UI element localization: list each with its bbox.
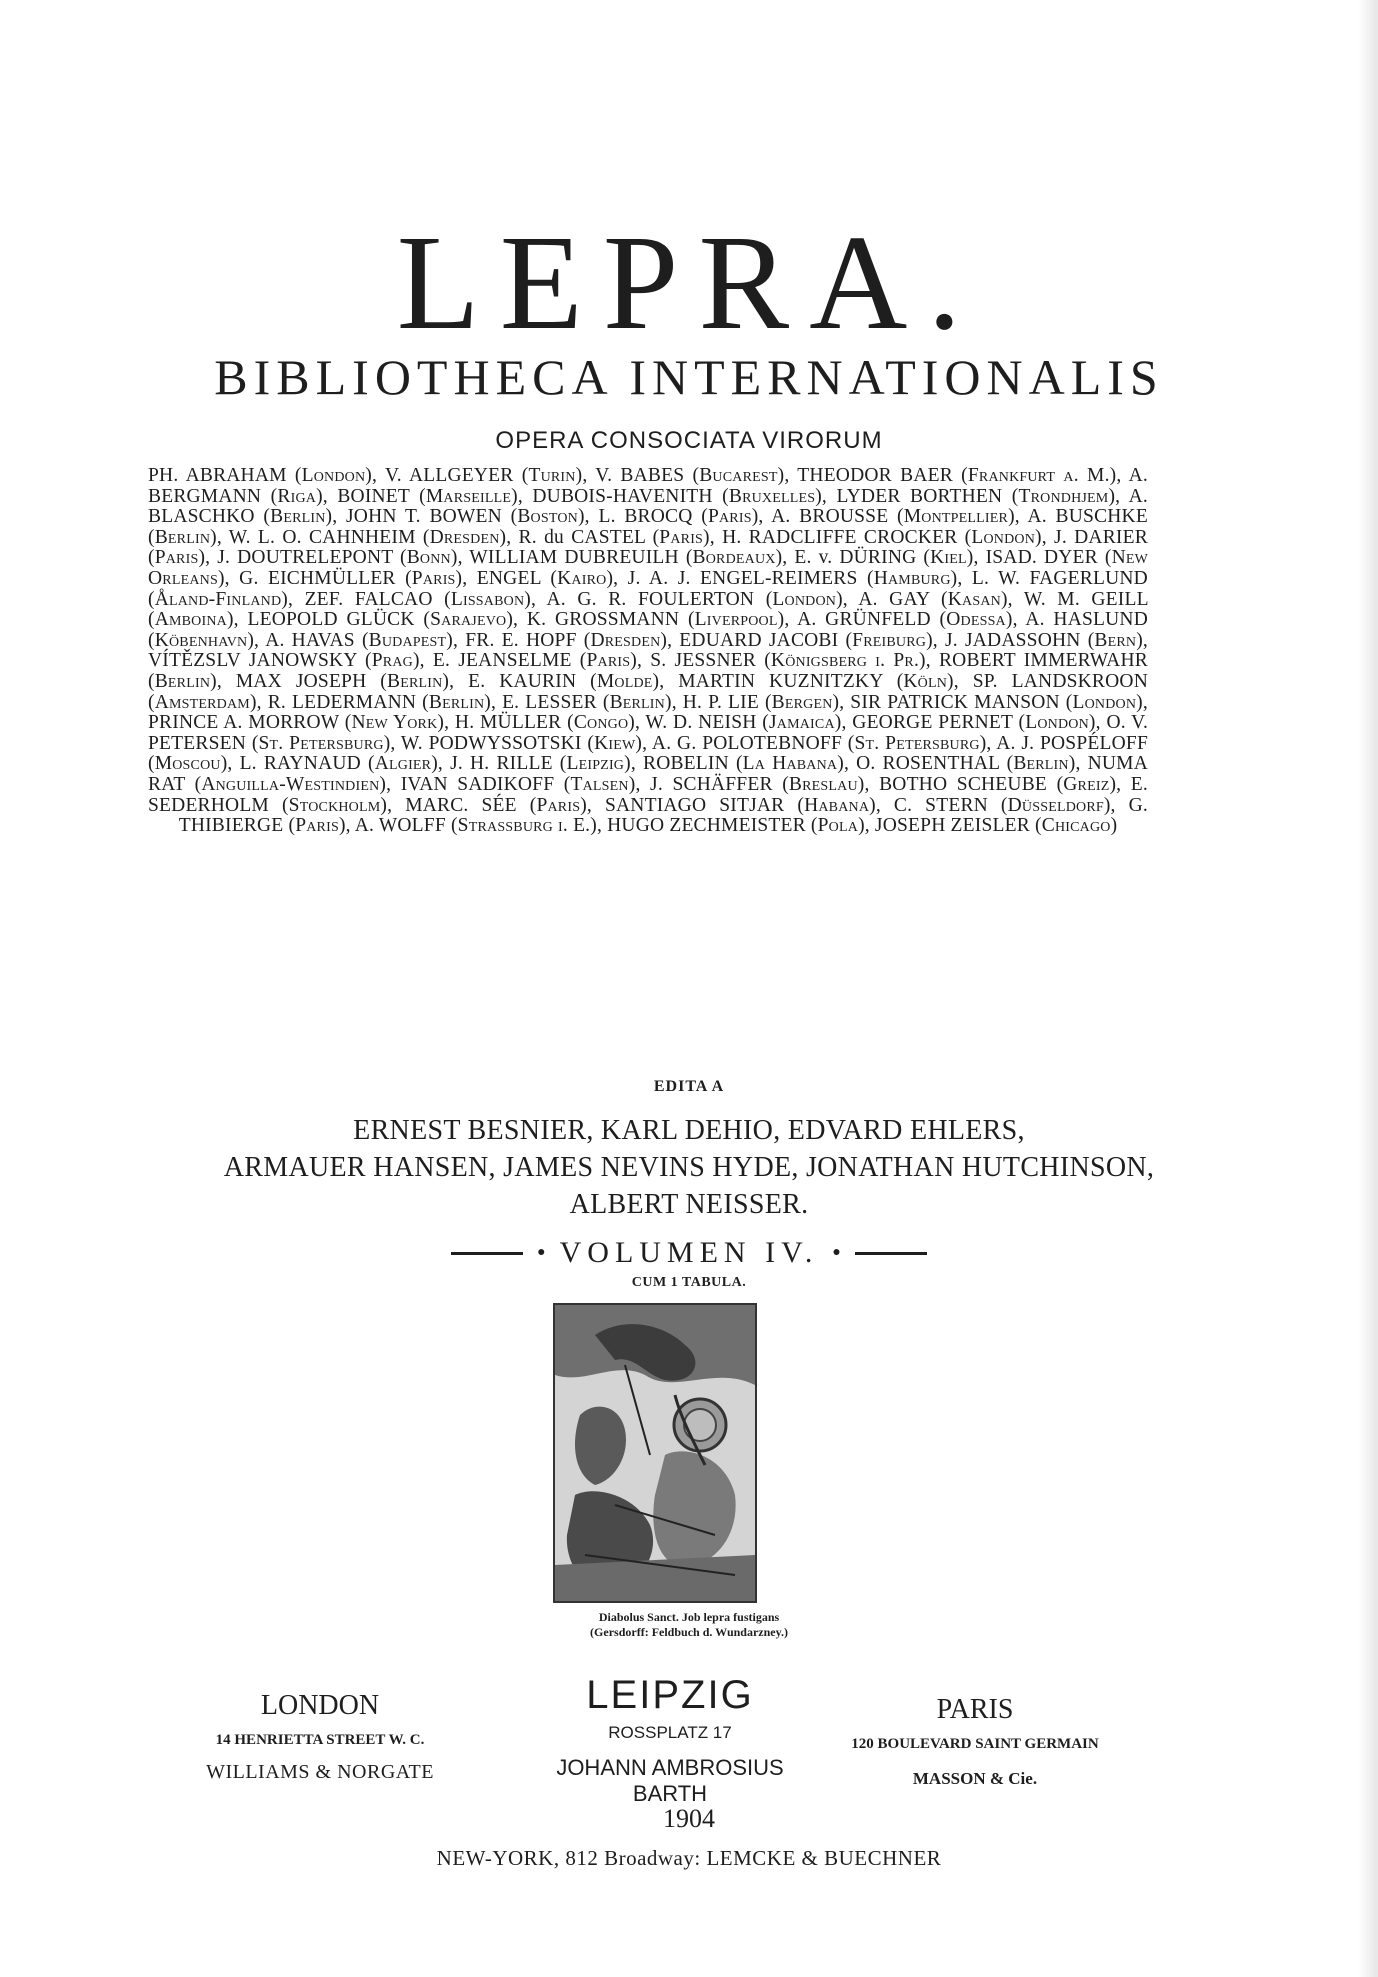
contributor-place: London [301, 465, 366, 486]
contributor-name: R. du CASTEL [518, 526, 646, 548]
contributor-place: Trondhjem [1018, 485, 1109, 507]
contributor-entry: V. ALLGEYER (Turin), [384, 465, 596, 486]
contributor-entry: A. HASLUND (Köbenhavn), [148, 609, 1148, 651]
contributor-place: Åland-Finland [154, 588, 282, 610]
contributor-name: E. KAURIN [468, 670, 577, 692]
contributor-entry: G. THIBIERGE (Paris), [178, 794, 1148, 837]
contributor-name: J. DOUTRELEPONT [217, 547, 393, 569]
contributor-name: A. G. R. FOULERTON [546, 588, 755, 610]
contributor-name: VÍTĚZSLV JANOWSKY [148, 650, 357, 672]
contributor-name: J. DARIER [1054, 526, 1148, 548]
contributor-entry: O. ROSENTHAL (Berlin), [856, 753, 1088, 775]
contributor-place: New York [351, 712, 438, 734]
contributor-place: Odessa [946, 609, 1006, 631]
contributor-name: W. L. O. CAHNHEIM [228, 526, 416, 548]
contributor-name: L. BROCQ [598, 506, 693, 528]
contributor-name: C. STERN [893, 794, 988, 816]
contributor-name: O. V. PETERSEN [148, 712, 1149, 754]
contributor-entry: G. EICHMÜLLER (Paris), [239, 567, 477, 589]
contributor-name: H. RADCLIFFE CROCKER [722, 526, 958, 548]
contributor-place: Prag [371, 650, 413, 672]
editors-line: ARMAUER HANSEN, JAMES NEVINS HYDE, JONATHAN HUTCHINSON, [223, 1152, 1155, 1183]
contributor-entry: ROBELIN (La Habana), [642, 753, 857, 775]
contributor-name: L. RAYNAUD [239, 753, 361, 775]
contributor-entry: J. DARIER (Paris), [148, 526, 1148, 569]
contributor-place: Liverpool [694, 609, 778, 631]
contributor-name: PH. ABRAHAM [148, 465, 287, 486]
address: 14 HENRIETTA STREET W. C. [215, 1732, 425, 1748]
contributor-place: Köbenhavn [154, 629, 248, 651]
publisher: WILLIAMS & NORGATE [206, 1761, 434, 1783]
contributor-entry: LEOPOLD GLÜCK (Sarajevo), [247, 609, 527, 631]
contributor-place: La Habana [742, 753, 838, 775]
contributors-list [148, 466, 1148, 837]
caption-line: (Gersdorff: Feldbuch d. Wundarzney.) [590, 1625, 788, 1639]
contributor-entry: IVAN SADIKOFF (Talsen), [400, 773, 651, 795]
imprint-paris [810, 1694, 1140, 1789]
contributor-entry: A. G. R. FOULERTON (London), [546, 588, 859, 610]
contributor-place: Bordeaux [692, 547, 776, 569]
contributor-entry: BOINET (Marseille), [337, 485, 533, 507]
contributor-place: Leipzig [566, 753, 625, 775]
contributor-entry: A. BROUSSE (Montpellier), [771, 506, 1028, 528]
contributor-name: A. WOLFF [354, 815, 446, 837]
contributor-place: Kiel [930, 547, 967, 569]
contributor-place: Frankfurt a. M. [967, 465, 1110, 486]
volume-line [0, 1236, 1378, 1270]
contributor-name: A. HASLUND [1025, 609, 1148, 631]
contributor-place: London [971, 526, 1036, 548]
decorative-rule-left [451, 1252, 523, 1255]
contributor-name: E. v. DÜRING [794, 547, 917, 569]
contributor-entry: BOTHO SCHEUBE (Greiz), [879, 773, 1131, 795]
contributor-place: Jamaica [768, 712, 835, 734]
contributor-entry: L. RAYNAUD (Algier), [239, 753, 451, 775]
contributor-name: W. PODWYSSOTSKI [400, 732, 582, 754]
contributor-place: Berlin [387, 670, 443, 692]
contributor-entry: J. SCHÄFFER (Breslau), [650, 773, 880, 795]
contributor-place: Algier [374, 753, 432, 775]
contributor-place: Chicago [1041, 815, 1111, 837]
contributor-place: Amboina [154, 609, 227, 631]
contributor-place: Boston [517, 506, 578, 528]
contributor-entry: E. KAURIN (Molde), [468, 670, 679, 692]
city-name: PARIS [936, 1694, 1014, 1725]
contributor-entry: E. JEANSELME (Paris), [432, 650, 651, 672]
contributor-name: MARC. SÉE [405, 794, 517, 816]
contributor-entry: FR. E. HOPF (Dresden), [465, 629, 680, 651]
contributor-place: Talsen [570, 773, 629, 795]
contributor-name: H. MÜLLER [454, 712, 562, 734]
contributor-name: A. GAY [858, 588, 930, 610]
contributor-name: EDUARD JACOBI [679, 629, 839, 651]
contributor-place: Marseille [425, 485, 512, 507]
contributor-name: E. SEDERHOLM [148, 773, 1148, 816]
contributor-place: Königsberg i. Pr. [770, 650, 920, 672]
contributor-entry: VÍTĚZSLV JANOWSKY (Prag), [148, 650, 433, 672]
contributor-name: ROBERT IMMERWAHR [938, 650, 1148, 672]
contributor-name: ENGEL [476, 567, 541, 589]
contributor-place: Congo [573, 712, 629, 734]
contributor-name: V. BABES [595, 465, 685, 486]
bullet-icon: ● [537, 1245, 546, 1260]
contributor-name: ROBELIN [642, 753, 729, 775]
contributor-entry: MARTIN KUZNITZKY (Köln), [678, 670, 973, 692]
contributor-entry: J. H. RILLE (Leipzig), [450, 753, 643, 775]
frontispiece-woodcut [553, 1303, 757, 1603]
contributor-name: G. THIBIERGE [178, 794, 1148, 837]
decorative-rule-right [855, 1252, 927, 1255]
contributor-name: MARTIN KUZNITZKY [678, 670, 883, 692]
contributor-entry: A. G. POLOTEBNOFF (St. Petersburg), [651, 732, 997, 754]
contributor-name: SIR PATRICK MANSON [850, 691, 1060, 713]
contributor-place: London [1025, 712, 1089, 734]
contributor-entry: JOHN T. BOWEN (Boston), [346, 506, 599, 528]
new-york-agent: NEW-YORK, 812 Broadway: LEMCKE & BUECHNER [436, 1846, 942, 1870]
contributor-place: Bucarest [699, 465, 778, 486]
contributor-entry: PRINCE A. MORROW (New York), [148, 712, 455, 734]
contributor-name: R. LEDERMANN [267, 691, 417, 713]
contributor-entry: J. A. J. ENGEL-REIMERS (Hamburg), [627, 567, 972, 589]
contributor-place: Riga [277, 485, 317, 507]
contributor-entry: W. L. O. CAHNHEIM (Dresden), [228, 526, 519, 548]
contributor-entry: L. BROCQ (Paris), [598, 506, 772, 528]
contributor-place: Kiew [594, 732, 636, 754]
city-name: LONDON [260, 1690, 380, 1721]
contributor-name: GEORGE PERNET [852, 712, 1013, 734]
contributor-entry: W. M. GEILL (Amboina), [148, 588, 1148, 631]
contributor-entry: J. JADASSOHN (Bern), [944, 629, 1148, 651]
contributor-name: DUBOIS-HAVENITH [532, 485, 713, 507]
contributor-entry: GEORGE PERNET (London), [852, 712, 1107, 734]
book-subtitle: BIBLIOTHECA INTERNATIONALIS [214, 349, 1164, 405]
contributor-place: Paris [295, 815, 339, 837]
contributor-place: Bonn [406, 547, 451, 569]
contributor-name: NUMA RAT [148, 753, 1148, 795]
contributor-name: E. JEANSELME [432, 650, 572, 672]
contributor-name: FR. E. HOPF [465, 629, 577, 651]
contributor-place: Kasan [947, 588, 1001, 610]
contributor-name: SP. LANDSKROON [972, 670, 1148, 692]
contributor-name: HUGO ZECHMEISTER [607, 815, 806, 837]
contributor-place: Paris [536, 794, 581, 816]
volume-number: VOLUMEN IV. [559, 1236, 819, 1269]
contributor-entry: A. HAVAS (Budapest), [265, 629, 466, 651]
contributor-entry: SP. LANDSKROON (Amsterdam), [148, 670, 1148, 713]
contributor-name: ZEF. FALCAO [304, 588, 433, 610]
contributor-name: A. BERGMANN [148, 465, 1148, 507]
contributor-entry: EDUARD JACOBI (Freiburg), [679, 629, 945, 651]
contributor-place: Sarajevo [430, 609, 507, 631]
contributor-entry: SANTIAGO SITJAR (Habana), [604, 794, 894, 816]
contributor-place: Kairo [557, 567, 607, 589]
contributor-entry: J. DOUTRELEPONT (Bonn), [217, 547, 470, 569]
contributor-place: Bruxelles [728, 485, 816, 507]
contributor-place: Köln [903, 670, 948, 692]
contributor-name: PRINCE A. MORROW [148, 712, 340, 734]
editors-line: ALBERT NEISSER. [569, 1189, 809, 1220]
contributor-place: Moscou [154, 753, 221, 775]
contributor-place: London [772, 588, 837, 610]
contributor-name: THEODOR BAER [797, 465, 953, 486]
contributor-entry: V. BABES (Bucarest), [595, 465, 798, 486]
contributor-place: Budapest [368, 629, 447, 651]
contributor-place: Paris [707, 506, 752, 528]
edita-label: EDITA A [653, 1078, 725, 1095]
address: ROSSPLATZ 17 [608, 1723, 732, 1742]
contributor-place: Berlin [154, 670, 211, 692]
contributor-place: Stockholm [288, 794, 381, 816]
contributor-place: Dresden [590, 629, 661, 651]
contributor-entry: SIR PATRICK MANSON (London), [850, 691, 1148, 713]
opera-line: OPERA CONSOCIATA VIRORUM [495, 427, 883, 454]
contributor-name: BOINET [337, 485, 410, 507]
contributor-entry: MARC. SÉE (Paris), [405, 794, 605, 816]
bullet-icon: ● [832, 1245, 841, 1260]
publication-year: 1904 [663, 1804, 715, 1833]
contributor-entry: W. D. NEISH (Jamaica), [645, 712, 853, 734]
contributor-name: A. J. POSPÉLOFF [996, 732, 1148, 754]
contributor-name: MAX JOSEPH [235, 670, 367, 692]
contributor-entry: HUGO ZECHMEISTER (Pola), [607, 815, 875, 837]
contributor-entry: H. P. LIE (Bergen), [682, 691, 851, 713]
contributor-entry: E. SEDERHOLM (Stockholm), [148, 773, 1148, 816]
contributor-entry: THEODOR BAER (Frankfurt a. M.), [797, 465, 1129, 486]
contributor-name: G. EICHMÜLLER [239, 567, 396, 589]
contributor-name: E. LESSER [502, 691, 597, 713]
contributor-place: Strassburg i. E. [457, 815, 591, 837]
contributor-name: BOTHO SCHEUBE [879, 773, 1048, 795]
publisher: MASSON & Cie. [912, 1769, 1038, 1788]
contributor-name: J. A. J. ENGEL-REIMERS [627, 567, 858, 589]
contributor-entry: H. RADCLIFFE CROCKER (London), [722, 526, 1055, 548]
contributor-entry: A. GAY (Kasan), [858, 588, 1024, 610]
contributor-place: Pola [817, 815, 859, 837]
contributor-entry: ISAD. DYER (New Orleans), [148, 547, 1149, 589]
contributor-name: A. G. POLOTEBNOFF [651, 732, 843, 754]
contributor-place: New Orleans [148, 547, 1149, 589]
contributor-name: H. P. LIE [682, 691, 759, 713]
contributor-name: K. GROSSMANN [526, 609, 680, 631]
contributor-entry: S. JESSNER (Königsberg i. Pr.), [650, 650, 939, 672]
contributor-entry: A. J. POSPÉLOFF (Moscou), [148, 732, 1148, 775]
contributor-place: Paris [411, 567, 456, 589]
contributor-name: A. BUSCHKE [1027, 506, 1148, 528]
contributor-entry: K. GROSSMANN (Liverpool), [526, 609, 798, 631]
contributor-entry: A. BERGMANN (Riga), [148, 465, 1148, 507]
woodcut-illustration [555, 1305, 755, 1601]
contributor-name: O. ROSENTHAL [856, 753, 1000, 775]
contributor-place: Bern [1094, 629, 1137, 651]
contributor-entry: L. W. FAGERLUND (Åland-Finland), [148, 567, 1148, 610]
contributor-name: JOHN T. BOWEN [346, 506, 502, 528]
contributor-place: Berlin [154, 526, 211, 548]
editors-list [0, 1112, 1378, 1223]
contributor-place: Habana [804, 794, 870, 816]
contributor-entry: ROBERT IMMERWAHR (Berlin), [148, 650, 1148, 692]
contributor-place: Freiburg [852, 629, 927, 651]
contributor-place: London [1072, 691, 1137, 713]
contributor-place: Paris [659, 526, 704, 548]
contributor-entry: E. v. DÜRING (Kiel), [794, 547, 986, 569]
contributor-entry: R. LEDERMANN (Berlin), [267, 691, 503, 713]
contributor-place: Dresden [429, 526, 500, 548]
contributor-name: LYDER BORTHEN [836, 485, 1003, 507]
book-title: LEPRA. [396, 208, 982, 358]
contributor-entry: JOSEPH ZEISLER (Chicago) [874, 815, 1118, 837]
contributor-entry: C. STERN (Düsseldorf), [893, 794, 1129, 816]
contributor-name: WILLIAM DUBREUILH [469, 547, 679, 569]
contributor-place: St. Petersburg [258, 732, 384, 754]
contributor-entry: A. GRÜNFELD (Odessa), [797, 609, 1026, 631]
contributor-name: A. BROUSSE [771, 506, 889, 528]
contributor-name: J. JADASSOHN [944, 629, 1081, 651]
contributor-entry: LYDER BORTHEN (Trondhjem), [836, 485, 1129, 507]
imprint-leipzig [520, 1675, 820, 1807]
contributor-name: SANTIAGO SITJAR [604, 794, 785, 816]
address: 120 BOULEVARD SAINT GERMAIN [851, 1736, 1099, 1752]
contributor-place: Bergen [771, 691, 833, 713]
contributor-entry: R. du CASTEL (Paris), [518, 526, 723, 548]
contributor-name: IVAN SADIKOFF [400, 773, 555, 795]
contributor-place: Anguilla-Westindien [201, 773, 380, 795]
contributor-place: Berlin [270, 506, 326, 528]
contributor-name: W. M. GEILL [1023, 588, 1148, 610]
publisher: JOHANN AMBROSIUS BARTH [556, 1755, 784, 1806]
contributor-entry: ZEF. FALCAO (Lissabon), [304, 588, 547, 610]
contributor-name: JOSEPH ZEISLER [874, 815, 1030, 837]
contributor-place: Berlin [1013, 753, 1069, 775]
contributor-place: Montpellier [903, 506, 1009, 528]
imprint-london [170, 1690, 470, 1784]
city-name: LEIPZIG [586, 1673, 754, 1717]
contributor-place: Molde [596, 670, 653, 692]
contributor-entry: E. LESSER (Berlin), [502, 691, 683, 713]
contributor-entry: NUMA RAT (Anguilla-Westindien), [148, 753, 1148, 795]
contributor-entry: A. BUSCHKE (Berlin), [148, 506, 1148, 548]
contributor-name: S. JESSNER [650, 650, 757, 672]
contributor-place: Düsseldorf [1007, 794, 1104, 816]
contributor-place: St. Petersburg [854, 732, 980, 754]
plate-caption [0, 1610, 1378, 1640]
contributor-name: W. D. NEISH [645, 712, 757, 734]
contributor-entry: O. V. PETERSEN (St. Petersburg), [148, 712, 1149, 754]
contributor-place: Paris [586, 650, 631, 672]
contributor-entry: A. WOLFF (Strassburg i. E.), [354, 815, 608, 837]
contributor-place: Greiz [1063, 773, 1110, 795]
contributor-place: Berlin [428, 691, 485, 713]
contributor-name: A. BLASCHKO [148, 485, 1148, 528]
contributor-place: Turin [528, 465, 576, 486]
contributor-entry: MAX JOSEPH (Berlin), [235, 670, 469, 692]
contributor-place: Berlin [609, 691, 665, 713]
contributor-entry: W. PODWYSSOTSKI (Kiew), [400, 732, 652, 754]
volume-note: CUM 1 TABULA. [631, 1275, 747, 1290]
contributor-name: A. HAVAS [265, 629, 355, 651]
contributor-name: V. ALLGEYER [384, 465, 514, 486]
contributor-name: A. GRÜNFELD [797, 609, 931, 631]
contributor-place: Paris [154, 547, 199, 569]
caption-line: Diabolus Sanct. Job lepra fustigans [598, 1610, 780, 1624]
contributor-name: ISAD. DYER [985, 547, 1098, 569]
contributor-entry: A. BLASCHKO (Berlin), [148, 485, 1148, 528]
contributor-entry: H. MÜLLER (Congo), [454, 712, 646, 734]
contributor-place: Amsterdam [154, 691, 250, 713]
contributor-place: Lissabon [450, 588, 525, 610]
contributor-place: Hamburg [873, 567, 951, 589]
contributor-name: L. W. FAGERLUND [971, 567, 1148, 589]
contributor-entry: PH. ABRAHAM (London), [148, 465, 385, 486]
contributor-place: Breslau [788, 773, 858, 795]
contributor-name: J. SCHÄFFER [650, 773, 773, 795]
contributor-entry: ENGEL (Kairo), [476, 567, 628, 589]
contributor-name: J. H. RILLE [450, 753, 553, 775]
contributor-name: LEOPOLD GLÜCK [247, 609, 415, 631]
contributor-entry: WILLIAM DUBREUILH (Bordeaux), [469, 547, 795, 569]
editors-line: ERNEST BESNIER, KARL DEHIO, EDVARD EHLERS, [353, 1115, 1025, 1146]
contributor-entry: DUBOIS-HAVENITH (Bruxelles), [532, 485, 837, 507]
